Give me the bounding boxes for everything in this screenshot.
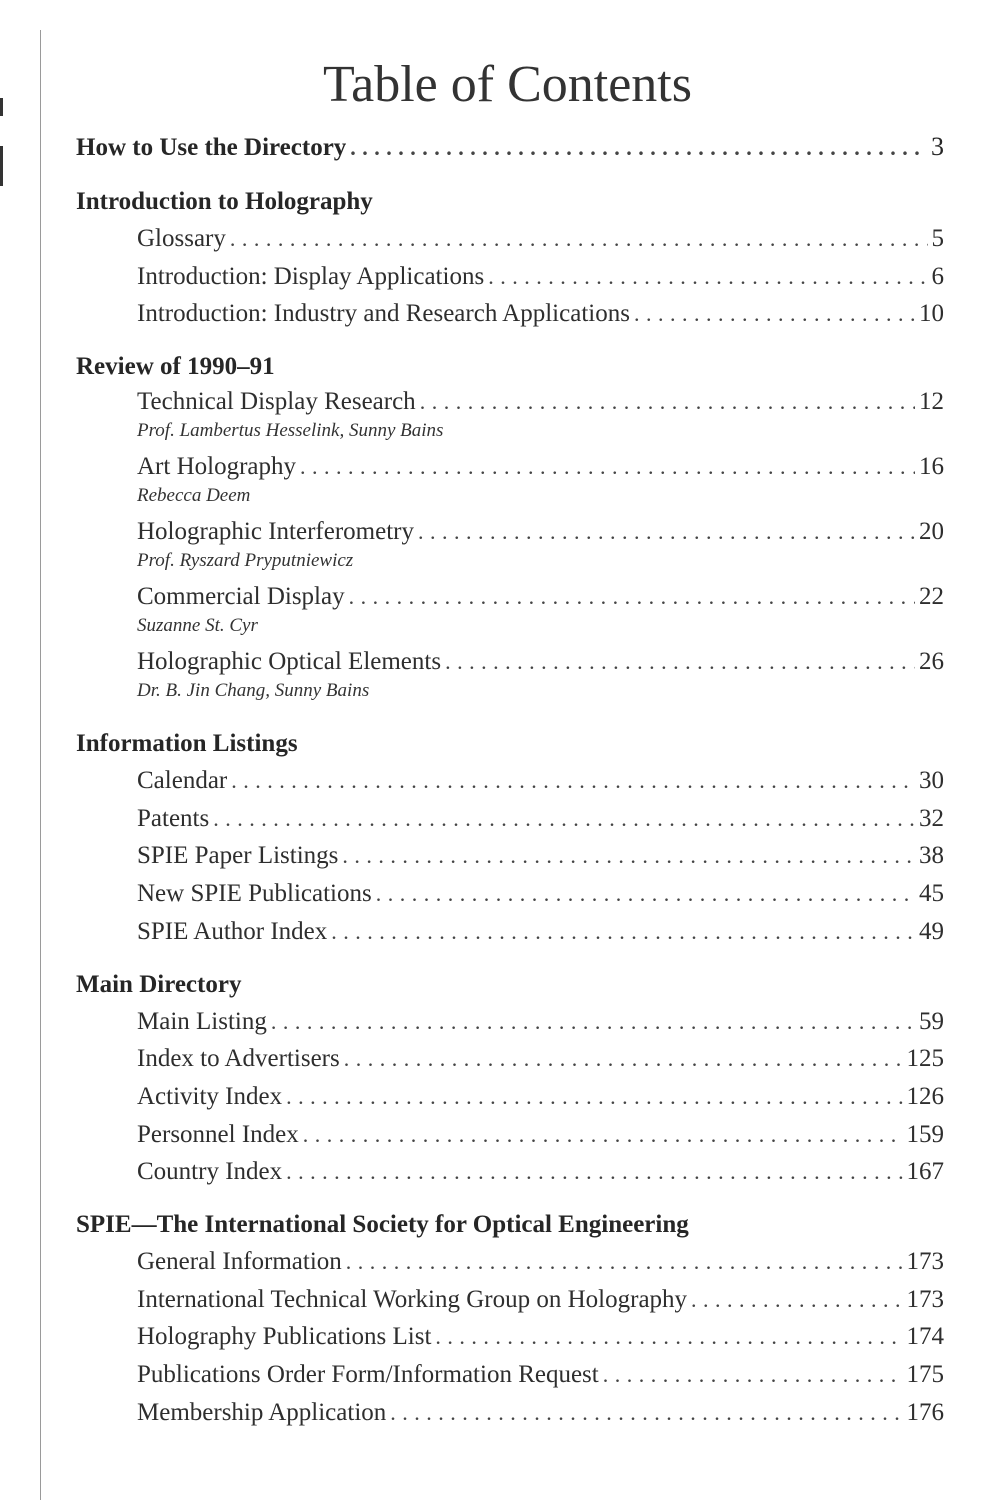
edge-mark [0,146,3,186]
toc-entry-label: Holographic Interferometry [137,518,414,546]
toc-entry-label: General Information [137,1247,342,1275]
toc-page-number: 175 [906,1361,944,1388]
toc-entry[interactable] [76,1116,944,1154]
toc-entry[interactable] [76,1243,944,1281]
section-heading: Review of 1990–91 [76,353,275,381]
toc-entry[interactable] [76,1281,944,1319]
toc-page-number: 10 [919,300,944,328]
toc-entry[interactable] [76,385,944,418]
toc-entry[interactable] [76,645,944,678]
toc-page-number: 6 [931,262,944,290]
dot-leader [435,1318,902,1356]
toc-page-number: 125 [906,1045,944,1073]
toc-entry[interactable] [76,1153,944,1191]
toc-entry-label: Holography Publications List [137,1323,432,1351]
toc-entry-label: Main Listing [137,1007,267,1035]
toc-entry-label: New SPIE Publications [137,880,372,908]
dot-leader [418,515,915,548]
toc-page-number: 167 [906,1158,944,1186]
toc-page-number: 38 [919,842,944,870]
dot-leader [445,645,915,678]
toc-page-number: 5 [931,225,944,252]
toc-entry-label: Commercial Display [137,583,345,611]
toc-entry-label: Country Index [137,1158,283,1186]
toc-entry-label: Publications Order Form/Information Request [137,1361,599,1388]
section-heading: Information Listings [76,730,298,758]
dot-leader [286,1078,902,1116]
toc-entry-label: SPIE Author Index [137,917,328,945]
dot-leader [342,837,915,875]
toc-page-number: 176 [906,1398,944,1426]
toc-entry-author: Prof. Lambertus Hesselink, Sunny Bains [137,420,444,442]
toc-page-number: 49 [919,917,944,945]
dot-leader [691,1281,902,1319]
toc-entry-label: Index to Advertisers [137,1045,340,1073]
toc-page-number: 173 [906,1247,944,1275]
toc-entry-label: International Technical Working Group on Holography [137,1285,688,1313]
toc-page-number: 20 [919,518,944,546]
toc-entry-label: Technical Display Research [137,388,416,416]
toc-entry[interactable] [76,450,944,483]
toc-entry-label: Glossary [137,225,226,252]
dot-leader [303,1116,903,1154]
toc-entry-how-to-use[interactable] [76,126,944,168]
toc-entry-label: Patents [137,804,210,832]
dot-leader [271,1003,915,1041]
toc-page-number: 30 [919,767,944,795]
margin-rule [40,30,41,1500]
toc-page-number: 12 [919,388,944,416]
dot-leader [231,762,915,800]
section-heading: Introduction to Holography [76,188,373,215]
toc-entry-label: Personnel Index [137,1120,299,1148]
toc-entry-author: Suzanne St. Cyr [137,615,258,637]
toc-entry[interactable] [76,1040,944,1078]
toc-entry[interactable] [76,762,944,800]
toc-entry[interactable] [76,1003,944,1041]
toc-entry-label: Calendar [137,767,228,795]
toc-entry[interactable] [76,515,944,548]
toc-page-number: 174 [906,1323,944,1351]
toc-entry[interactable] [76,800,944,838]
toc-entry[interactable] [76,1318,944,1356]
toc-page-number: 26 [919,648,944,676]
dot-leader [488,258,927,296]
toc-entry[interactable] [76,875,944,913]
toc-entry-label: Activity Index [137,1082,283,1110]
section-heading: SPIE—The International Society for Optical Engineering [76,1210,689,1238]
toc-entry[interactable] [76,258,944,296]
toc-entry-author: Prof. Ryszard Pryputniewicz [137,550,354,572]
toc-entry-label: SPIE Paper Listings [137,842,339,870]
toc-page-number: 32 [919,804,944,832]
toc-entry[interactable] [76,1356,944,1394]
toc-entry-author: Rebecca Deem [137,485,251,507]
dot-leader [286,1153,902,1191]
toc-page-number: 159 [906,1120,944,1148]
toc-page-number: 3 [931,132,944,161]
dot-leader [344,1040,903,1078]
dot-leader [634,295,915,333]
dot-leader [350,127,927,169]
toc-entry[interactable] [76,580,944,613]
toc-page-number: 126 [906,1082,944,1110]
toc-entry[interactable] [76,1078,944,1116]
toc-entry-label: Introduction: Display Applications [137,262,485,290]
dot-leader [331,913,915,951]
dot-leader [230,220,928,258]
dot-leader [420,385,915,418]
toc-page-number: 173 [906,1285,944,1313]
toc-entry[interactable] [76,1394,944,1432]
toc-entry-label: Membership Application [137,1398,387,1426]
dot-leader [349,580,915,613]
toc-page-number: 45 [919,880,944,908]
toc-entry-author: Dr. B. Jin Chang, Sunny Bains [137,680,370,702]
dot-leader [603,1356,903,1394]
toc-entry-label: Art Holography [137,453,296,481]
toc-page-number: 16 [919,453,944,481]
toc-entry[interactable] [76,837,944,875]
toc-entry-label: Introduction: Industry and Research Applications [137,300,630,328]
section-heading: Main Directory [76,970,242,998]
toc-entry[interactable] [76,295,944,333]
dot-leader [390,1394,902,1432]
dot-leader [346,1243,903,1281]
toc-page-number: 59 [919,1007,944,1035]
toc-entry-label: Holographic Optical Elements [137,648,442,676]
toc-entry[interactable] [76,913,944,951]
toc-page-number: 22 [919,583,944,611]
table-of-contents [76,126,944,1431]
dot-leader [300,450,915,483]
toc-entry-label: How to Use the Directory [76,134,347,161]
page-title: Table of Contents [323,55,692,113]
dot-leader [213,800,915,838]
toc-entry[interactable] [76,220,944,258]
dot-leader [376,875,915,913]
